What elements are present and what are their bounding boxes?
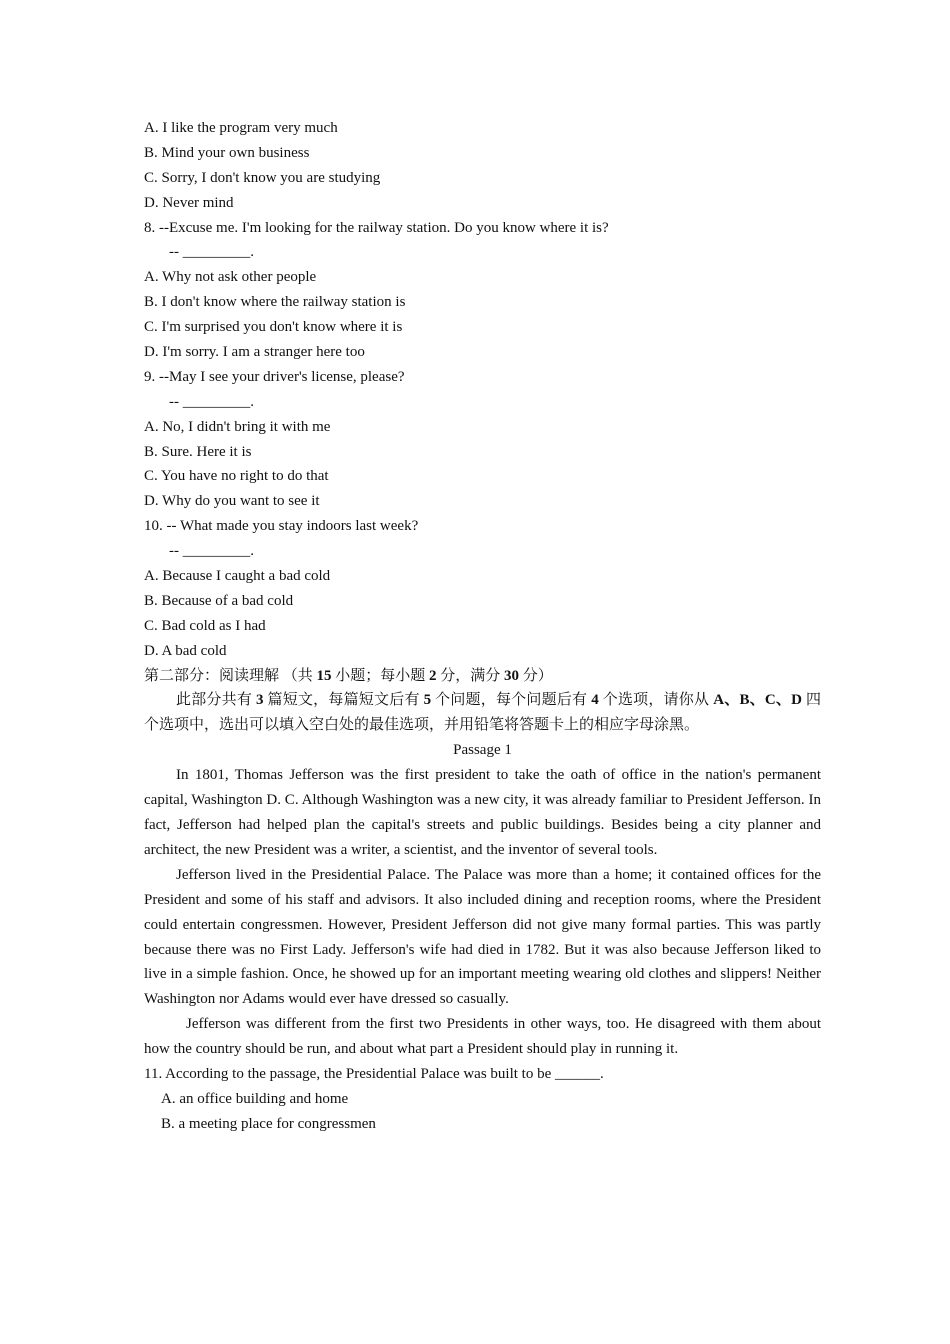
q9-option-a: A. No, I didn't bring it with me	[144, 418, 331, 435]
instructions-choice-letters: A、B、C、D	[713, 692, 802, 709]
instructions-passage-count: 3	[256, 692, 264, 709]
q8-response-blank: -- _________.	[169, 244, 254, 261]
q11-option-b: B. a meeting place for congressmen	[161, 1115, 376, 1132]
section-2-heading-text: 第二部分：阅读理解 （共	[144, 667, 317, 684]
q10-option-b: B. Because of a bad cold	[144, 592, 294, 609]
q8-option-b: B. I don't know where the railway station is	[144, 294, 406, 311]
section-2-heading-text: 分，满分	[436, 667, 505, 684]
page-content	[144, 116, 821, 1137]
section-2-question-count: 15	[316, 667, 332, 684]
instructions-option-count: 4	[591, 692, 599, 709]
question-7-options	[144, 116, 821, 216]
instructions-question-count: 5	[423, 692, 432, 709]
passage-1-body	[144, 763, 821, 1062]
question-8	[144, 216, 821, 365]
q8-option-a: A. Why not ask other people	[144, 269, 317, 286]
q9-option-b: B. Sure. Here it is	[144, 443, 252, 460]
q7-option-b: B. Mind your own business	[144, 144, 310, 161]
q10-option-c: C. Bad cold as I had	[144, 617, 266, 634]
q10-option-d: D. A bad cold	[144, 642, 227, 659]
section-2-points-each: 2	[429, 667, 437, 684]
q10-stem: 10. -- What made you stay indoors last week?	[144, 518, 419, 535]
instructions-text: 个问题，每个问题后有	[431, 692, 592, 709]
q11-option-a: A. an office building and home	[161, 1090, 349, 1107]
q7-option-d: D. Never mind	[144, 194, 234, 211]
q9-option-d: D. Why do you want to see it	[144, 493, 320, 510]
passage-paragraph-2: Jefferson lived in the Presidential Palace. The Palace was more than a home; it contained offices for the President and some of his staff and advisors. It also included dining and reception rooms, where the President could entertain congressmen. However, President Jefferson did not give many formal parties. This was partly because there was no First Lady. Jefferson's wife had died in 1782. But it was also because Jefferson liked to live in a simple fashion. Once, he showed up for an important meeting wearing old clothes and slippers! Neither Washington nor Adams would ever have dressed so casually.	[144, 866, 821, 1008]
q7-option-c: C. Sorry, I don't know you are studying	[144, 169, 381, 186]
section-2-total-points: 30	[504, 667, 520, 684]
q8-option-c: C. I'm surprised you don't know where it is	[144, 319, 403, 336]
section-2-heading-text: 小题；每小题	[331, 667, 430, 684]
q9-response-blank: -- _________.	[169, 393, 254, 410]
instructions-text: 篇短文，每篇短文后有	[263, 692, 424, 709]
q8-stem: 8. --Excuse me. I'm looking for the railway station. Do you know where it is?	[144, 219, 609, 236]
question-11	[144, 1062, 821, 1137]
q10-response-blank: -- _________.	[169, 543, 254, 560]
passage-paragraph-3: Jefferson was different from the first two Presidents in other ways, too. He disagreed with them about how the country should be run, and about what part a President should play in running it.	[144, 1016, 821, 1058]
section-2-heading-text: 分）	[519, 667, 553, 684]
question-10	[144, 514, 821, 663]
passage-title: Passage 1	[453, 742, 512, 759]
q10-option-a: A. Because I caught a bad cold	[144, 568, 331, 585]
section-2-heading	[144, 664, 821, 689]
passage-paragraph-1: In 1801, Thomas Jefferson was the first president to take the oath of office in the nation's permanent capital, Washington D. C. Although Washington was a new city, it was already familiar to President Jefferson. In fact, Jefferson had helped plan the capital's streets and public buildings. Besides being a city planner and architect, the new President was a writer, a scientist, and the inventor of several tools.	[144, 767, 821, 858]
q9-option-c: C. You have no right to do that	[144, 468, 329, 485]
instructions-text: 此部分共有	[176, 692, 257, 709]
q11-stem: 11. According to the passage, the Presidential Palace was built to be ______.	[144, 1066, 604, 1083]
section-2-instructions	[144, 688, 821, 738]
q7-option-a: A. I like the program very much	[144, 120, 338, 136]
question-9	[144, 365, 821, 514]
instructions-text: 四个选项中，选出可以填入空白处的最佳选项，并用铅笔将答题卡上的相应字母涂黑。	[144, 692, 821, 734]
q8-option-d: D. I'm sorry. I am a stranger here too	[144, 344, 365, 361]
q9-stem: 9. --May I see your driver's license, please?	[144, 368, 405, 385]
instructions-text: 个选项，请你从	[598, 692, 714, 709]
